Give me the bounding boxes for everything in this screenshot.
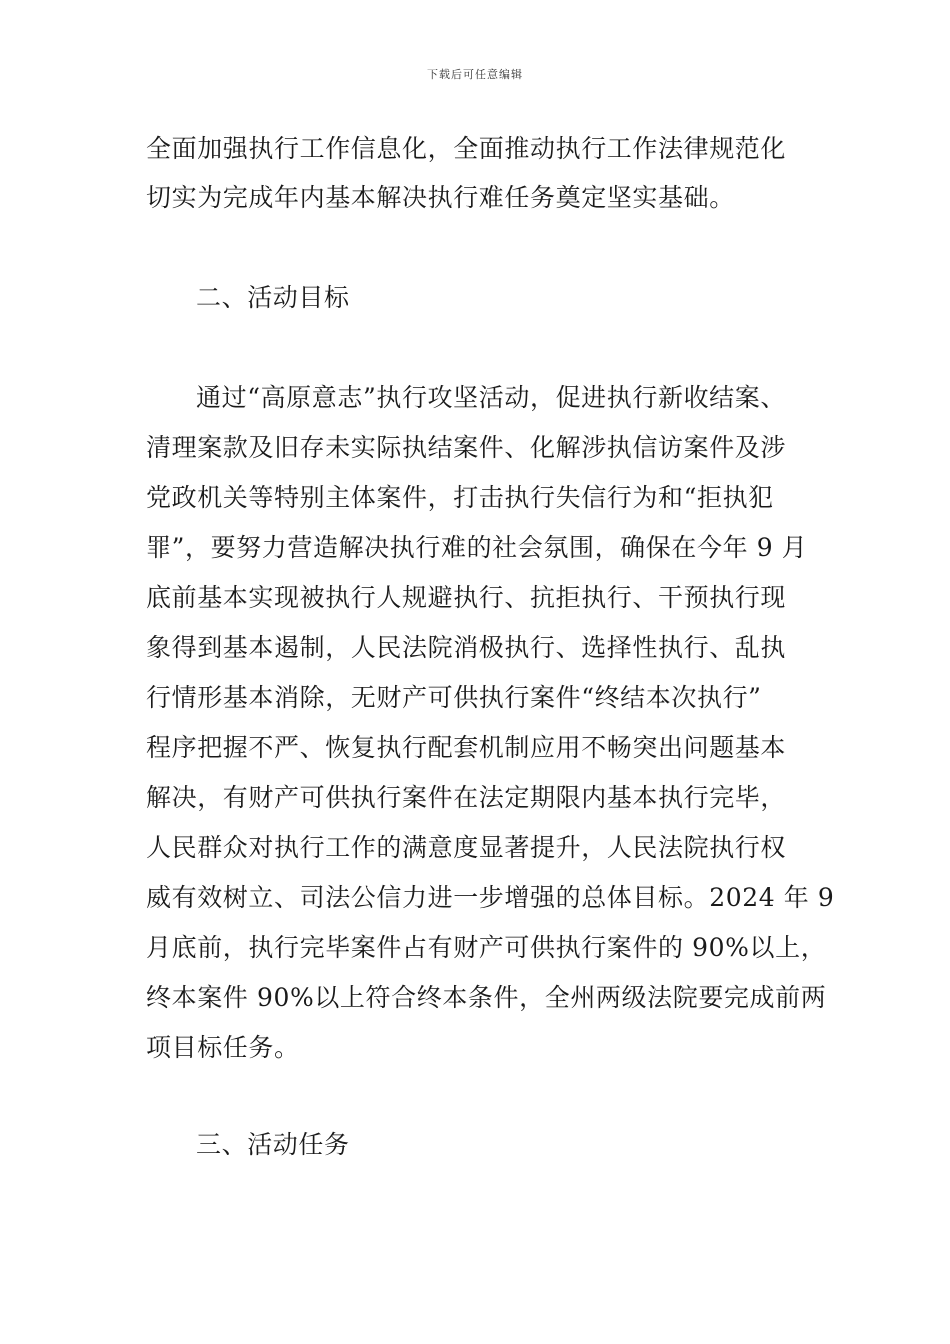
section-heading-3: 三、活动任务: [196, 1130, 350, 1159]
body-text-line: 行情形基本消除，无财产可供执行案件“终结本次执行”: [146, 683, 762, 712]
body-text-line: 党政机关等特别主体案件，打击执行失信行为和“拒执犯: [146, 483, 774, 512]
body-text-line: 终本案件 90%以上符合终本条件，全州两级法院要完成前两: [146, 983, 827, 1012]
body-text-line: 全面加强执行工作信息化，全面推动执行工作法律规范化: [146, 134, 787, 163]
body-text-line: 威有效树立、司法公信力进一步增强的总体目标。2024 年 9: [146, 883, 835, 912]
body-text-line: 人民群众对执行工作的满意度显著提升，人民法院执行权: [146, 833, 787, 862]
body-text-line: 项目标任务。: [146, 1033, 300, 1062]
body-text-line: 解决，有财产可供执行案件在法定期限内基本执行完毕，: [146, 783, 787, 812]
body-text-line: 切实为完成年内基本解决执行难任务奠定坚实基础。: [146, 183, 735, 212]
body-text-line: 象得到基本遏制，人民法院消极执行、选择性执行、乱执: [146, 633, 787, 662]
body-text-line: 底前基本实现被执行人规避执行、抗拒执行、干预执行现: [146, 583, 787, 612]
body-text-line: 程序把握不严、恢复执行配套机制应用不畅突出问题基本: [146, 733, 787, 762]
body-text-line: 月底前，执行完毕案件占有财产可供执行案件的 90%以上，: [146, 933, 827, 962]
page-header-note: 下载后可任意编辑: [427, 68, 523, 81]
section-heading-2: 二、活动目标: [196, 283, 350, 312]
body-text-line: 罪”，要努力营造解决执行难的社会氛围，确保在今年 9 月: [146, 533, 808, 562]
body-text-line: 通过“高原意志”执行攻坚活动，促进执行新收结案、: [196, 383, 786, 412]
body-text-line: 清理案款及旧存未实际执结案件、化解涉执信访案件及涉: [146, 433, 787, 462]
